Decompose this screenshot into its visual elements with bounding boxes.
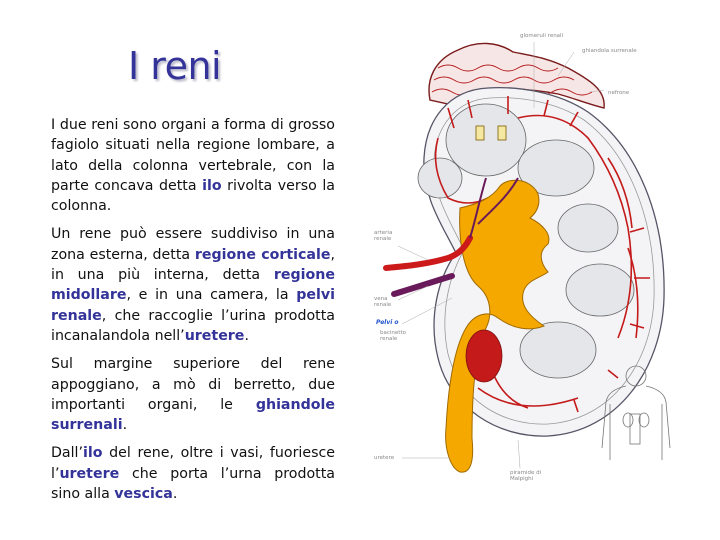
highlight-term: ilo — [202, 177, 222, 194]
highlight-term: regione corticale — [194, 246, 331, 263]
highlight-term: uretere — [184, 327, 245, 344]
highlight-term: regione midollare — [51, 267, 335, 304]
text-segment: , e in una camera, la — [126, 287, 297, 304]
text-segment: . — [172, 486, 178, 503]
text-segment: . — [244, 327, 249, 344]
text-segment: Un rene può essere suddiviso in una zona esterna, detta — [51, 226, 335, 263]
label-vena-renale: vena renale — [374, 296, 392, 308]
label-nefrone: nefrone — [608, 90, 630, 96]
paragraph-3 — [51, 354, 335, 435]
paragraph-1 — [51, 115, 335, 216]
label-uretere: uretere — [374, 455, 395, 461]
label-pelvi-handwritten: Pelvi o — [376, 319, 399, 326]
text-segment: I due reni sono organi a forma di grosso fagiolo situati nella regione lombare, a lato della colonna vertebrale, con la parte concava detta — [51, 117, 335, 194]
highlight-term: uretere — [59, 465, 120, 482]
label-glomeruli: glomeruli renali — [520, 33, 564, 39]
paragraph-4 — [51, 443, 335, 504]
body-text — [51, 115, 335, 512]
label-piramide: piramide di Malpighi — [510, 470, 542, 482]
text-segment: . — [122, 417, 128, 434]
text-segment: Dall’ — [51, 445, 84, 462]
paragraph-2 — [51, 224, 335, 346]
highlight-term: ghiandole surrenali — [51, 396, 335, 434]
text-segment: , in una più interna, detta — [51, 246, 335, 284]
highlight-term: pelvi renale — [51, 287, 335, 324]
label-arteria-renale: arteria renale — [374, 230, 393, 242]
kidney-illustration — [368, 28, 704, 492]
highlight-term: ilo — [83, 445, 103, 462]
kidney-diagram-icon — [368, 28, 704, 492]
text-segment: Sul margine superiore del rene appoggiano, a mò di berretto, due importanti organi, le — [51, 356, 335, 413]
text-segment: , che raccoglie l’urina prodotta incanalandola nell’ — [51, 307, 335, 344]
label-ghiandola-surrenale: ghiandola surrenale — [582, 48, 637, 54]
label-bacinetto-renale: bacinetto renale — [380, 330, 406, 342]
text-segment: rivolta verso la colonna. — [51, 177, 336, 215]
text-segment: del rene, oltre i vasi, fuoriesce l’ — [51, 445, 335, 482]
highlight-term: vescica — [114, 486, 173, 503]
slide-title: I reni — [128, 44, 222, 88]
text-segment: che porta l’urna prodotta sino alla — [51, 465, 335, 503]
